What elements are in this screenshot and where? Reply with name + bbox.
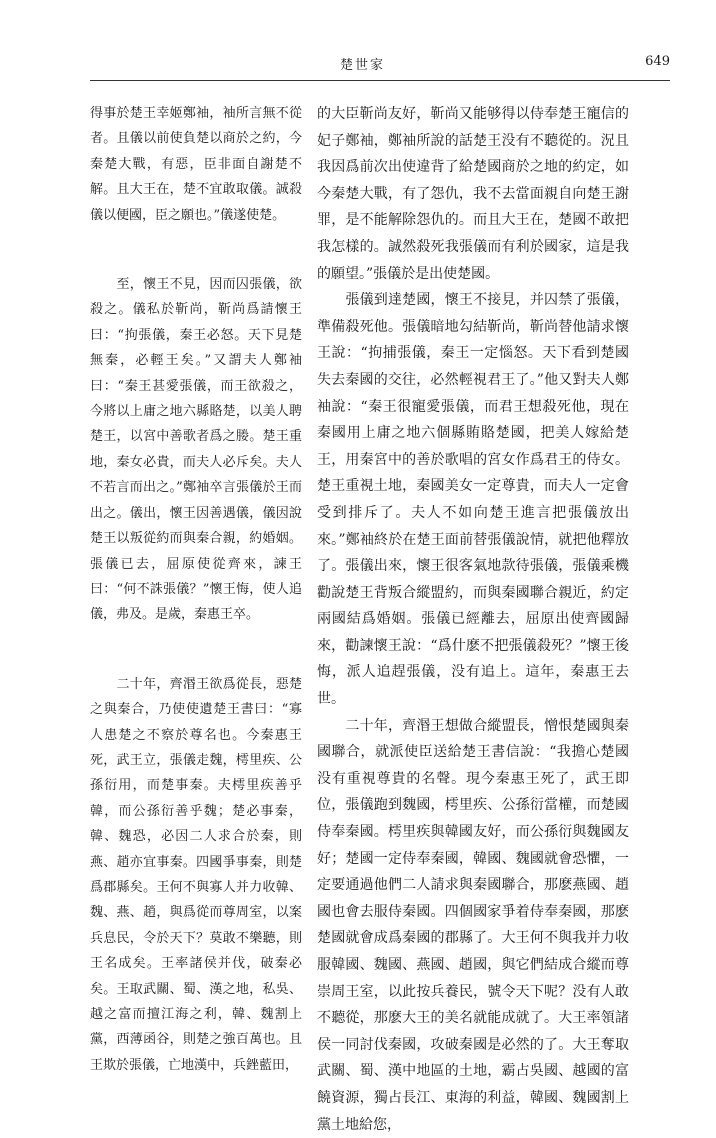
paragraph-gap [90, 628, 302, 672]
translation-paragraph-1: 的大臣靳尚友好，靳尚又能够得以侍奉楚王寵信的妃子鄭袖，鄭袖所說的話楚王没有不聽從的。況且我因爲前次出使違背了給楚國商於之地的約定，如今秦楚大戰，有了怨仇，我不去當面親自向楚王謝罪，是不能解除怨仇的。而且大王在，楚國不敢把我怎樣的。誠然殺死我張儀而有利於國家，這是我的願望。”張儀於是出使楚國。 [317, 106, 629, 282]
running-title: 楚世家 [340, 58, 386, 73]
page-header [90, 54, 670, 94]
classical-paragraph-3: 二十年，齊湣王欲爲從長，惡楚之與秦合，乃使使遺楚王書曰：“寡人患楚之不察於尊名也。今秦惠王死，武王立，張儀走魏，樗里疾、公孫衍用，而楚事秦。夫樗里疾善乎韓，而公孫衍善乎魏；楚必事秦，韓、魏恐，必因二人求合於秦，則燕、趙亦宜事秦。四國爭事秦，則楚爲郡縣矣。王何不與寡人并力收韓、魏、燕、趙，與爲從而尊周室，以案兵息民，令於天下？莫敢不樂聽，則王名成矣。王率諸侯并伐，破秦必矣。王取武關、蜀、漢之地，私吳、越之富而擅江海之利，韓、魏割上黨，西薄函谷，則楚之強百萬也。且王欺於張儀，亡地漢中，兵銼藍田， [90, 676, 302, 1073]
translation-column [317, 101, 629, 1138]
header-rule [90, 80, 670, 81]
page-number: 649 [645, 54, 670, 69]
translation-paragraph-3: 二十年，齊湣王想做合縱盟長，憎恨楚國與秦國聯合，就派使臣送給楚王書信說：“我擔心楚國没有重視尊貴的名聲。現今秦惠王死了，武王即位，張儀跑到魏國，樗里疾、公孫衍當權，而楚國侍奉秦國。樗里疾與韓國友好，而公孫衍與魏國友好；楚國一定侍奉秦國，韓國、魏國就會恐懼，一定要通過他們二人請求與秦國聯合，那麽燕國、趙國也會去服侍秦國。四個國家爭着侍奉秦國，那麽楚國就會成爲秦國的郡縣了。大王何不與我并力收服韓國、魏國、燕國、趙國，與它們結成合縱而尊崇周王室，以此按兵養民，號令天下呢？没有人敢不聽從，那麽大王的美名就能成就了。大王率領諸侯一同討伐秦國，攻破秦國是必然的了。大王奪取武關、蜀、漢中地區的土地，霸占吳國、越國的富饒資源，獨占長江、東海的利益，韓國、魏國割上黨土地給您， [317, 717, 629, 1133]
classical-paragraph-1: 得事於楚王幸姬鄭袖，袖所言無不從者。且儀以前使負楚以商於之約，今秦楚大戰，有惡，臣非面自謝楚不解。且大王在，楚不宜敢取儀。誠殺儀以便國，臣之願也。”儀遂使楚。 [90, 106, 302, 223]
classical-paragraph-2: 至，懷王不見，因而囚張儀，欲殺之。儀私於靳尚，靳尚爲請懷王曰：“拘張儀，秦王必怒。天下見楚無秦，必輕王矣。”又謂夫人鄭袖曰：“秦王甚愛張儀，而王欲殺之，今將以上庸之地六縣賂楚，以美人聘楚王，以宮中善歌者爲之媵。楚王重地，秦女必貴，而夫人必斥矣。夫人不若言而出之。”鄭袖卒言張儀於王而出之。儀出，懷王因善遇儀，儀因說楚王以叛從約而與秦合親，約婚姻。張儀已去，屈原使從齊來，諫王曰：“何不誅張儀？”懷王悔，使人追儀，弗及。是歲，秦惠王卒。 [90, 277, 302, 623]
classical-text-column [90, 101, 302, 1078]
paragraph-gap [90, 228, 302, 272]
translation-paragraph-2: 張儀到達楚國，懷王不接見，并囚禁了張儀，準備殺死他。張儀暗地勾結靳尚，靳尚替他請求懷王說：“拘捕張儀，秦王一定惱怒。天下看到楚國失去秦國的交往，必然輕視君王了。”他又對夫人鄭袖說：“秦王很寵愛張儀，而君王想殺死他，現在秦國用上庸之地六個縣賄賂楚國，把美人嫁給楚王，用秦宮中的善於歌唱的宮女作爲君王的侍女。楚王重視土地，秦國美女一定尊貴，而夫人一定會受到排斥了。夫人不如向楚王進言把張儀放出來。”鄭袖終於在楚王面前替張儀說情，就把他釋放了。張儀出來，懷王很客氣地款待張儀，張儀乘機勸說楚王背叛合縱盟約，而與秦國聯合親近，約定兩國結爲婚姻。張儀已經離去，屈原出使齊國歸來，勸諫懷王說：“爲什麽不把張儀殺死？”懷王後悔，派人追趕張儀，没有追上。這年，秦惠王去世。 [317, 292, 629, 708]
